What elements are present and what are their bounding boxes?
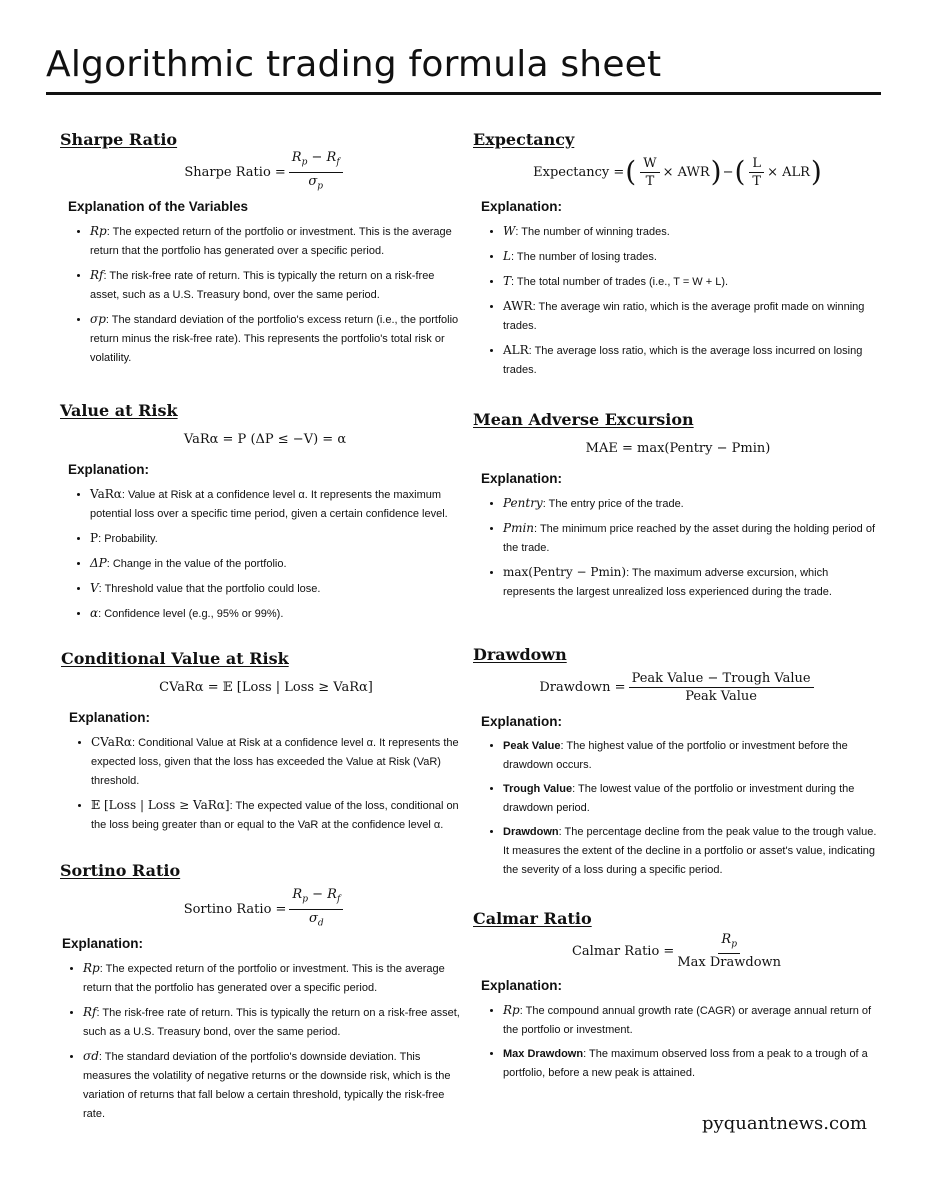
expectancy-variable-list bbox=[473, 222, 883, 380]
expectancy-explanation-label: Explanation: bbox=[481, 199, 563, 214]
list-item: • L: The number of losing trades. bbox=[503, 247, 883, 267]
calmar-explanation-label: Explanation: bbox=[481, 978, 563, 993]
calmar-heading: Calmar Ratio bbox=[473, 909, 592, 928]
list-item: • Rp: The compound annual growth rate (CAGR) or average annual return of the portfolio or investment. bbox=[503, 1001, 883, 1040]
list-item: • AWR: The average win ratio, which is the average profit made on winning trades. bbox=[503, 297, 883, 336]
expectancy-section bbox=[473, 130, 883, 385]
mae-heading: Mean Adverse Excursion bbox=[473, 410, 694, 429]
sharpe-variable-list bbox=[60, 222, 470, 368]
sortino-formula: Sortino Ratio = $\frac{R_p - R_f}{\sigma_d}$ bbox=[60, 892, 470, 926]
calmar-variable-list bbox=[473, 1001, 883, 1083]
mae-formula: MAE = max(Pentry − Pmin) bbox=[585, 440, 771, 456]
list-item: • VaRα: Value at Risk at a confidence level α. It represents the maximum potential loss over a specific time period, given a certain confidence level. bbox=[90, 485, 470, 524]
list-item: • Pmin: The minimum price reached by the asset during the holding period of the trade. bbox=[503, 519, 883, 558]
cvar-variable-list bbox=[61, 733, 471, 835]
var-heading: Value at Risk bbox=[60, 401, 178, 420]
sharpe-heading: Sharpe Ratio bbox=[60, 130, 178, 149]
list-item: • P: Probability. bbox=[90, 529, 470, 549]
list-item: • ALR: The average loss ratio, which is the average loss incurred on losing trades. bbox=[503, 341, 883, 380]
sharpe-formula: Sharpe Ratio = $\frac{R_p - R_f}{\sigma_p}$ bbox=[60, 155, 470, 189]
sharpe-section bbox=[60, 130, 470, 373]
var-formula: VaRα = P (ΔP ≤ −V) = α bbox=[183, 431, 347, 447]
list-item: • max(Pentry − Pmin): The maximum adverse excursion, which represents the largest unrealized loss experienced during the trade. bbox=[503, 563, 883, 602]
list-item: • V: Threshold value that the portfolio could lose. bbox=[90, 579, 470, 599]
var-section bbox=[60, 401, 470, 629]
list-item: • σd: The standard deviation of the portfolio's downside deviation. This measures the volatility of negative returns or the downside risk, which is the variation of returns that fall below a certain threshold, typically the risk-free rate. bbox=[83, 1047, 470, 1124]
list-item: • T: The total number of trades (i.e., T = W + L). bbox=[503, 272, 883, 292]
cvar-section bbox=[61, 649, 471, 840]
list-item: • Rf: The risk-free rate of return. This is typically the return on a risk-free asset, such as a U.S. Treasury bond, over the same period. bbox=[83, 1003, 470, 1042]
list-item: • CVaRα: Conditional Value at Risk at a confidence level α. It represents the expected loss, given that the loss has exceeded the Value at Risk (VaR) threshold. bbox=[91, 733, 471, 791]
drawdown-formula: Drawdown = $\frac{\text{Peak Value − Trough Value}}{\text{Peak Value}}$ bbox=[473, 670, 883, 704]
drawdown-explanation-label: Explanation: bbox=[481, 714, 563, 729]
mae-variable-list bbox=[473, 494, 883, 602]
sortino-variable-list bbox=[60, 959, 470, 1124]
footer-website: pyquantnews.com bbox=[702, 1113, 867, 1134]
list-item: • Trough Value: The lowest value of the portfolio or investment during the drawdown period. bbox=[503, 780, 883, 818]
list-item: • W: The number of winning trades. bbox=[503, 222, 883, 242]
mae-explanation-label: Explanation: bbox=[481, 471, 563, 486]
list-item: • α: Confidence level (e.g., 95% or 99%). bbox=[90, 604, 470, 624]
cvar-explanation-label: Explanation: bbox=[69, 710, 151, 725]
list-item: • Rp: The expected return of the portfolio or investment. This is the average return that the portfolio has generated over a specific period. bbox=[83, 959, 470, 998]
drawdown-variable-list bbox=[473, 737, 883, 880]
sharpe-explanation-label: Explanation of the Variables bbox=[68, 199, 249, 214]
drawdown-heading: Drawdown bbox=[473, 645, 567, 664]
mae-section bbox=[473, 410, 883, 607]
drawdown-section bbox=[473, 645, 883, 885]
list-item: • Pentry: The entry price of the trade. bbox=[503, 494, 883, 514]
var-variable-list bbox=[60, 485, 470, 624]
sortino-section bbox=[60, 861, 470, 1129]
sortino-explanation-label: Explanation: bbox=[62, 936, 144, 951]
list-item: • Max Drawdown: The maximum observed loss from a peak to a trough of a portfolio, before a new peak is attained. bbox=[503, 1045, 883, 1083]
list-item: • σp: The standard deviation of the portfolio's excess return (i.e., the portfolio return minus the risk-free rate). This represents the portfolio's total risk or volatility. bbox=[90, 310, 470, 368]
page-title: Algorithmic trading formula sheet bbox=[46, 44, 662, 85]
list-item: • ΔP: Change in the value of the portfolio. bbox=[90, 554, 470, 574]
list-item: • Rp: The expected return of the portfolio or investment. This is the average return that the portfolio has generated over a specific period. bbox=[90, 222, 470, 261]
cvar-heading: Conditional Value at Risk bbox=[61, 649, 289, 668]
expectancy-formula: Expectancy = ( $\frac{W}{T}$ × AWR ) − ( $\frac{L}{T}$ × ALR ) bbox=[533, 155, 822, 189]
calmar-section bbox=[473, 909, 883, 1088]
expectancy-heading: Expectancy bbox=[473, 130, 575, 149]
title-rule bbox=[46, 92, 881, 95]
calmar-formula: Calmar Ratio = $\frac{R_p}{\text{Max Drawdown}}$ bbox=[571, 931, 782, 971]
var-explanation-label: Explanation: bbox=[68, 462, 150, 477]
list-item: • Peak Value: The highest value of the portfolio or investment before the drawdown occurs. bbox=[503, 737, 883, 775]
list-item: • 𝔼 [Loss | Loss ≥ VaRα]: The expected value of the loss, conditional on the loss being greater than or equal to the VaR at the confidence level α. bbox=[91, 796, 471, 835]
list-item: • Rf: The risk-free rate of return. This is typically the return on a risk-free asset, such as a U.S. Treasury bond, over the same period. bbox=[90, 266, 470, 305]
cvar-formula: CVaRα = 𝔼 [Loss | Loss ≥ VaRα] bbox=[159, 679, 373, 695]
list-item: • Drawdown: The percentage decline from the peak value to the trough value. It measures the extent of the decline in a portfolio or asset's value, indicating the severity of a loss during a specific period. bbox=[503, 823, 883, 880]
sortino-heading: Sortino Ratio bbox=[60, 861, 181, 880]
